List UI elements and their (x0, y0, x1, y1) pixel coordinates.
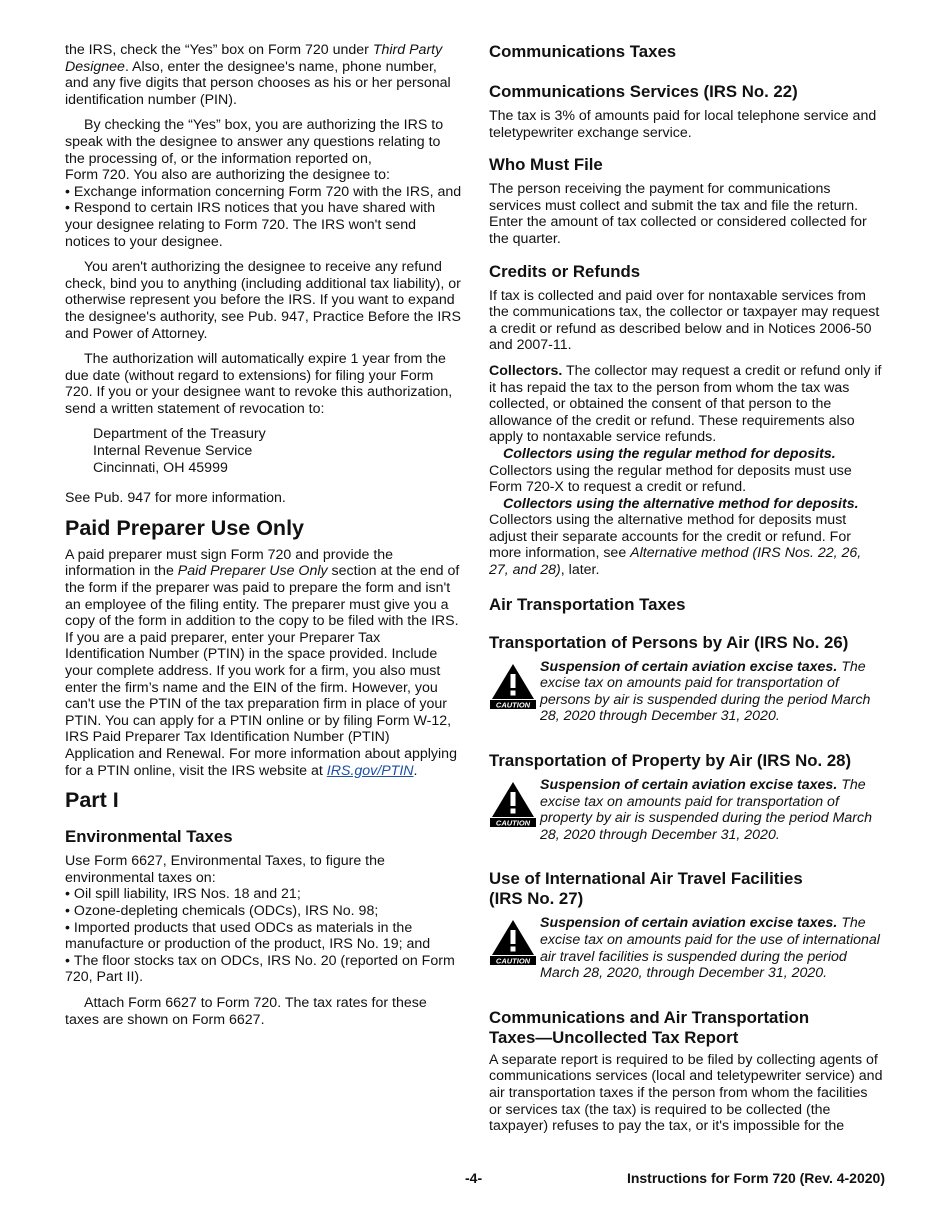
authorizing-paragraph-cont: Form 720. You also are authorizing the designee to: (65, 167, 390, 184)
svg-text:CAUTION: CAUTION (495, 818, 531, 828)
address-line: Internal Revenue Service (93, 443, 253, 460)
paid-preparer-paragraph: A paid preparer must sign Form 720 and provide the information in the Paid Preparer Use Only section at the end of the form if the preparer was paid to prepare the form and isn't an employee of the filing entity. The preparer must give you a copy of the form in addition to the copy to be filed with the IRS. If you are a paid preparer, enter your Preparer Tax Identification Number (PTIN) in the space provided. Include your complete address. If you work for a firm, you also must enter the firm’s name and the EIN of the firm. However, you can't use the PTIN of the tax preparation firm in place of your PTIN. You can apply for a PTIN online or by filing Form W-12, IRS Paid Preparer Tax Identification Number (PTIN) Application and Renewal. For more information about applying for a PTIN online, visit the IRS website at IRS.gov/PTIN. (65, 546, 460, 779)
svg-text:CAUTION: CAUTION (495, 700, 531, 709)
list-item: • Exchange information concerning Form 720 with the IRS, and (65, 184, 462, 201)
caution-note-international: CAUTION Suspension of certain aviation excise taxes. The excise tax on amounts paid for the use of international air travel facilities is suspended during the period March 28, 2020, through December 31, 2020. (489, 915, 884, 981)
authorizing-paragraph: By checking the “Yes” box, you are authorizing the IRS to speak with the designee to answer any questions relating to the processing of, or the information reported on, (65, 117, 444, 167)
left-column (65, 42, 462, 1037)
caution-icon (489, 661, 537, 709)
list-item: • Imported products that used ODCs as materials in the manufacture or production of the product, IRS No. 19; and (65, 920, 462, 953)
regular-method-paragraph: Collectors using the regular method for deposits. Collectors using the regular method for deposits must use Form 720-X to request a credit or refund. (489, 445, 852, 496)
caution-icon (489, 779, 537, 827)
environmental-taxes-heading: Environmental Taxes (65, 827, 233, 847)
svg-text:CAUTION: CAUTION (495, 956, 531, 966)
attach-form-6627: Attach Form 6627 to Form 720. The tax rates for these taxes are shown on Form 6627. (65, 994, 427, 1028)
persons-by-air-heading: Transportation of Persons by Air (IRS No. 26) (489, 632, 849, 652)
credits-refunds-paragraph: If tax is collected and paid over for nontaxable services from the communications tax, the collector or taxpayer may request a credit or refund as described below and in Notices 2006-50 and 2007-11. (489, 287, 880, 354)
list-item: • Respond to certain IRS notices that you have shared with your designee relating to Form 720. The IRS won't send notices to your designee. (65, 200, 462, 250)
alternative-method-paragraph: Collectors using the alternative method for deposits. Collectors using the alternative method for deposits must adjust their separate accounts for the credit or refund. For more information, see Alternative method (IRS Nos. 22, 26, 27, and 28), later. (489, 495, 862, 579)
who-must-file-paragraph: The person receiving the payment for communications services must collect and submit the tax and file the return. Enter the amount of tax collected or considered collected for the quarter. (489, 181, 867, 247)
caution-icon (489, 917, 537, 965)
pub-947-note: See Pub. 947 for more information. (65, 490, 286, 507)
designee-paragraph: the IRS, check the “Yes” box on Form 720 under Third Party Designee. Also, enter the designee's name, phone number, and any five digits that person chooses as his or her personal identification number (PIN). (65, 42, 451, 108)
credits-refunds-heading: Credits or Refunds (489, 261, 641, 281)
right-column (489, 42, 884, 1144)
expiration-paragraph: The authorization will automatically expire 1 year from the due date (without regard to extensions) for filing your Form 720. If you or your designee want to revoke this authorization, send a written statement of revocation to: (65, 351, 453, 417)
page-number: -4- (465, 1170, 483, 1186)
caution-note-persons: CAUTION Suspension of certain aviation excise taxes. The excise tax on amounts paid for transportation of persons by air is suspended during the period March 28, 2020 through December 31, 2020. (489, 659, 884, 725)
irs-ptin-link[interactable]: IRS.gov/PTIN (326, 762, 414, 779)
international-air-heading: Use of International Air Travel Facilities (IRS No. 27) (489, 869, 803, 909)
paid-preparer-heading: Paid Preparer Use Only (65, 515, 304, 540)
uncollected-tax-heading: Communications and Air Transportation Taxes—Uncollected Tax Report (489, 1007, 810, 1047)
list-item: • Ozone-depleting chemicals (ODCs), IRS No. 98; (65, 903, 462, 920)
address-line: Cincinnati, OH 45999 (93, 459, 228, 476)
collectors-paragraph: Collectors. The collector may request a credit or refund only if it has repaid the tax to the person from whom the tax was collected, or obtained the consent of that person to the allowance of the credit or refund. These requirements also apply to nontaxable service refunds. (489, 362, 882, 446)
who-must-file-heading: Who Must File (489, 155, 603, 175)
uncollected-tax-paragraph: A separate report is required to be filed by collecting agents of communications services (local and teletypewriter service) and air transportation taxes if the person from whom the facilities or services tax (the tax) is required to be collected (the taxpayer) refuses to pay the tax, or it's impossible for the (489, 1051, 883, 1135)
communications-services-heading: Communications Services (IRS No. 22) (489, 82, 798, 101)
caution-note-property: CAUTION Suspension of certain aviation excise taxes. The excise tax on amounts paid for transportation of property by air is suspended during the period March 28, 2020 through December 31, 2020. (489, 777, 884, 843)
communications-services-paragraph: The tax is 3% of amounts paid for local telephone service and teletypewriter exchange service. (489, 108, 877, 141)
property-by-air-heading: Transportation of Property by Air (IRS No. 28) (489, 751, 852, 771)
mailing-address (93, 426, 462, 476)
environmental-intro: Use Form 6627, Environmental Taxes, to figure the environmental taxes on: (65, 853, 385, 886)
address-line: Department of the Treasury (93, 426, 266, 443)
list-item: • Oil spill liability, IRS Nos. 18 and 21; (65, 886, 462, 903)
document-title: Instructions for Form 720 (Rev. 4-2020) (626, 1170, 885, 1186)
not-authorizing-paragraph: You aren't authorizing the designee to receive any refund check, bind you to anything (including additional tax liability), or otherwise represent you before the IRS. If you want to expand the designee's authority, see Pub. 947, Practice Before the IRS and Power of Attorney. (65, 259, 461, 342)
part-i-heading: Part I (65, 788, 119, 813)
list-item: • The floor stocks tax on ODCs, IRS No. 20 (reported on Form 720, Part II). (65, 953, 462, 986)
communications-taxes-heading: Communications Taxes (489, 42, 677, 61)
air-transportation-heading: Air Transportation Taxes (489, 594, 686, 614)
